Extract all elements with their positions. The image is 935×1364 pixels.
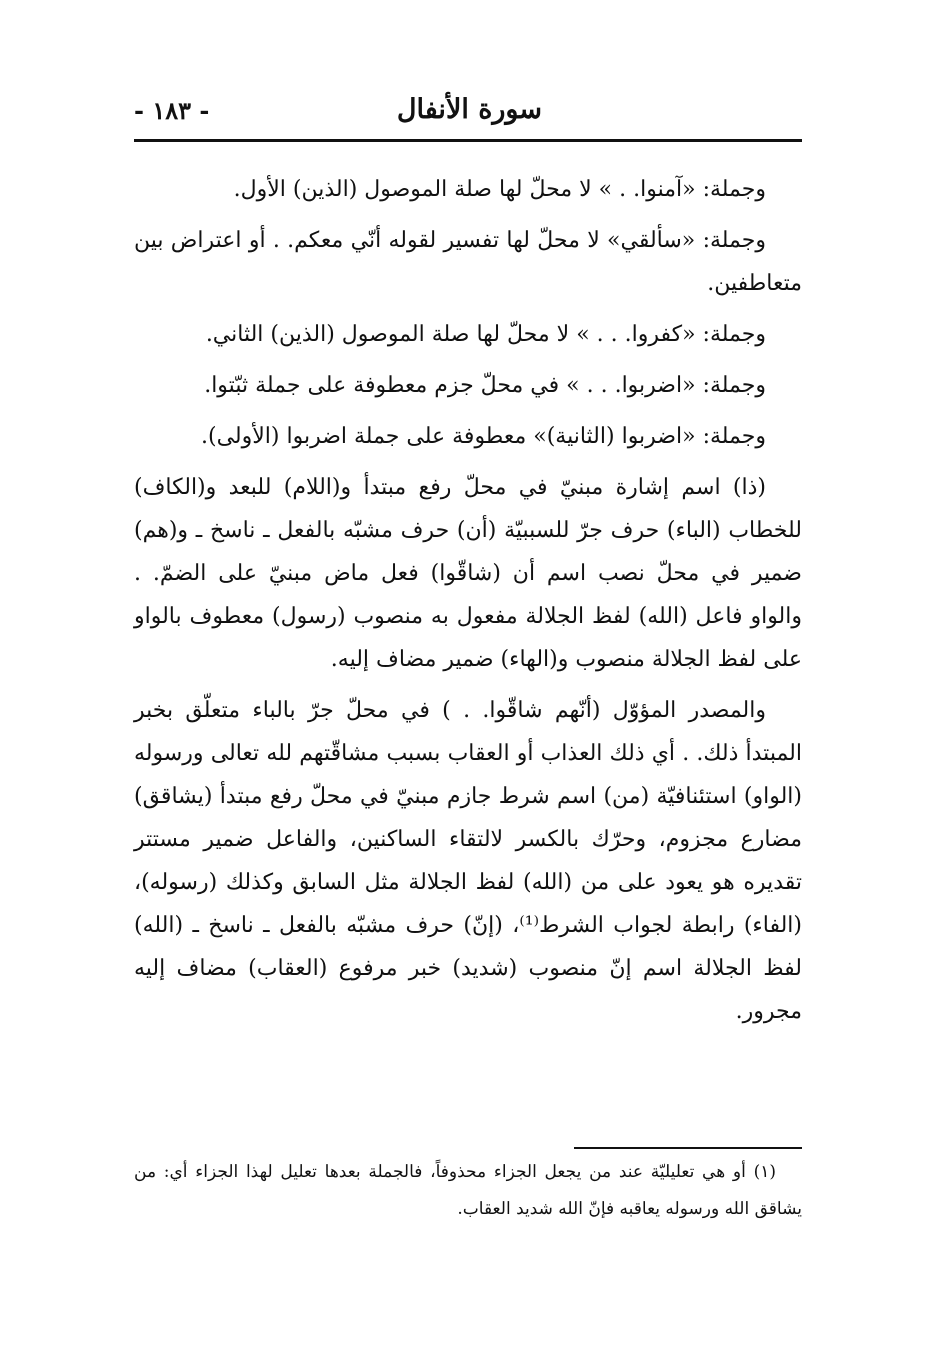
surah-title: سورة الأنفال xyxy=(396,94,542,125)
paragraph: وجملة: «سألقي» لا محلّ لها تفسير لقوله أنّي معكم. . أو اعتراض بين متعاطفين. xyxy=(134,228,802,296)
paragraph: وجملة: «اضربوا. . . » في محلّ جزم معطوفة على جملة ثبّتوا. xyxy=(204,373,766,398)
paragraph: وجملة: «اضربوا (الثانية)» معطوفة على جملة اضربوا (الأولى). xyxy=(201,424,766,449)
header-divider xyxy=(134,139,802,142)
footnote: (١) أو هي تعليليّة عند من يجعل الجزاء محذوفاً، فالجملة بعدها تعليل لهذا الجزاء أي: من يشاقق الله ورسوله يعاقبه فإنّ الله شديد العقاب. xyxy=(134,1162,802,1219)
paragraph: وجملة: «آمنوا. . » لا محلّ لها صلة الموصول (الذين) الأول. xyxy=(233,177,766,202)
paragraph: (ذا) اسم إشارة مبنيّ في محلّ رفع مبتدأ و(اللام) للبعد و(الكاف) للخطاب (الباء) حرف جرّ للسببيّة (أن) حرف مشبّه بالفعل ـ ناسخ ـ و(هم) ضمير في محلّ نصب اسم أن (شاقّوا) فعل ماض مبنيّ على الضمّ. . والواو فاعل (الله) لفظ الجلالة مفعول به منصوب (رسول) معطوف بالواو على لفظ الجلالة منصوب و(الهاء) ضمير مضاف إليه. xyxy=(134,475,802,672)
main-text xyxy=(134,168,802,1033)
footnotes xyxy=(134,1154,802,1228)
page-header xyxy=(134,90,802,142)
footnote-divider xyxy=(574,1147,802,1149)
page-number: - ١٨٣ - xyxy=(134,96,210,125)
paragraph: والمصدر المؤوّل (أنّهم شاقّوا. . ) في محلّ جرّ بالباء متعلّق بخبر المبتدأ ذلك. . أي ذلك العذاب أو العقاب بسبب مشاقّتهم لله تعالى ورسوله (الواو) استئنافيّة (من) اسم شرط جازم مبنيّ في محلّ رفع مبتدأ (يشاقق) مضارع مجزوم، وحرّك بالكسر لالتقاء الساكنين، والفاعل ضمير مستتر تقديره هو يعود على من (الله) لفظ الجلالة مثل السابق وكذلك (رسوله)، (الفاء) رابطة لجواب الشرط⁽¹⁾، (إنّ) حرف مشبّه بالفعل ـ ناسخ ـ (الله) لفظ الجلالة اسم إنّ منصوب (شديد) خبر مرفوع (العقاب) مضاف إليه مجرور. xyxy=(134,698,802,1024)
paragraph: وجملة: «كفروا. . . » لا محلّ لها صلة الموصول (الذين) الثاني. xyxy=(205,322,766,347)
